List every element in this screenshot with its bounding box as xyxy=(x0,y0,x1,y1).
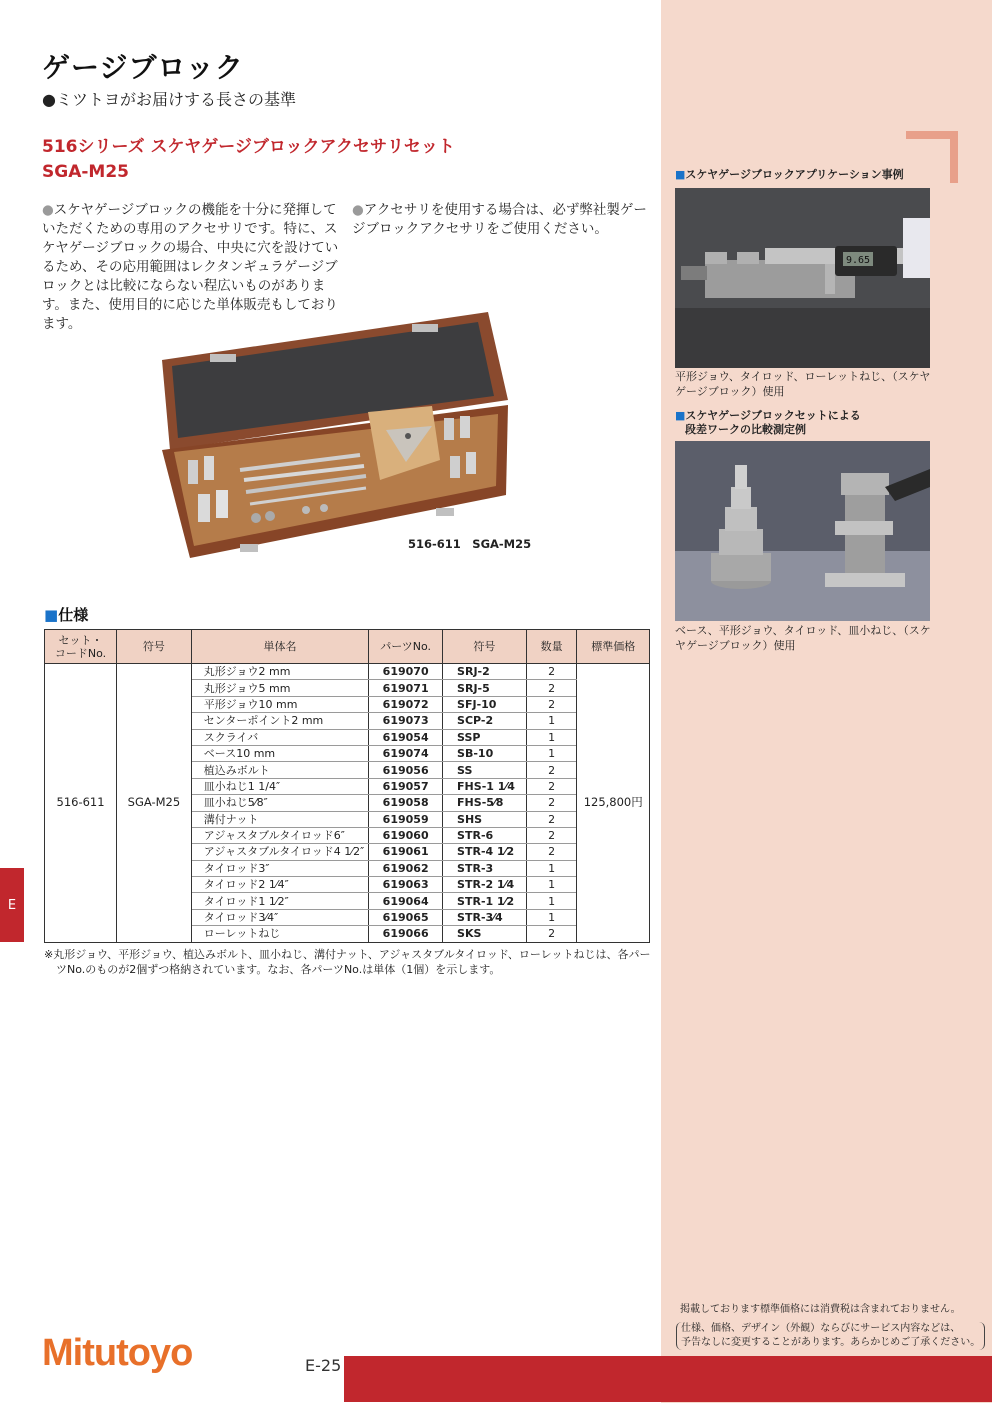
spec-header-row xyxy=(45,630,650,664)
cell-part-symbol: SSP xyxy=(443,729,527,745)
blue-square-marker: ■ xyxy=(675,168,686,181)
cell-qty: 2 xyxy=(526,762,577,778)
blue-square-marker: ■ xyxy=(44,606,59,624)
cell-qty: 2 xyxy=(526,795,577,811)
tax-note: 掲載しております標準価格には消費税は含まれておりません。 xyxy=(680,1304,961,1315)
cell-qty: 2 xyxy=(526,811,577,827)
cell-part-symbol: SB-10 xyxy=(443,745,527,761)
app1-photo xyxy=(675,188,930,368)
cell-item-name: ベース10 mm xyxy=(191,745,368,761)
cell-item-name: 溝付ナット xyxy=(191,811,368,827)
description-left-text: スケヤゲージブロックの機能を十分に発揮していただくための専用のアクセサリです。特に、スケヤゲージブロックの場合、中央に穴を設けているため、その応用範囲はレクタンギュラゲージブロックとは比較にならない程広いものがあります。また、使用目的に応じた単体販売もしております。 xyxy=(42,202,339,332)
spec-table xyxy=(44,629,650,943)
caliper-display-value: 9.65 xyxy=(845,255,871,266)
cell-item-name: アジャスタブルタイロッド4 1⁄2″ xyxy=(191,844,368,860)
app2-heading xyxy=(675,409,861,437)
cell-part-no: 619060 xyxy=(369,827,443,843)
header-set-symbol: 符号 xyxy=(117,630,192,664)
bullet-dot: ● xyxy=(42,202,54,218)
cell-part-symbol: SKS xyxy=(443,926,527,942)
cell-qty: 1 xyxy=(526,909,577,925)
change-note-line1: 仕様、価格、デザイン（外観）ならびにサービス内容などは、 xyxy=(681,1323,961,1334)
cell-part-symbol: STR-3 xyxy=(443,860,527,876)
header-set-code-line1: セット・ xyxy=(58,633,103,647)
bullet-dot: ● xyxy=(352,202,364,218)
cell-qty: 1 xyxy=(526,713,577,729)
cell-part-symbol: FHS-1 1⁄4 xyxy=(443,778,527,794)
page-subtitle: ●ミツトヨがお届けする長さの基準 xyxy=(42,90,296,109)
cell-part-no: 619065 xyxy=(369,909,443,925)
cell-part-no: 619058 xyxy=(369,795,443,811)
page-number: E-25 xyxy=(305,1356,342,1375)
cell-qty: 2 xyxy=(526,926,577,942)
blue-square-marker: ■ xyxy=(675,409,686,422)
mitutoyo-logo: Mitutoyo xyxy=(42,1332,193,1374)
change-note-line2: 予告なしに変更することがあります。あらかじめご了承ください。 xyxy=(681,1337,981,1348)
cell-part-no: 619061 xyxy=(369,844,443,860)
series-title: 516シリーズ スケヤゲージブロックアクセサリセット xyxy=(42,137,455,157)
cell-item-name: 丸形ジョウ2 mm xyxy=(191,664,368,680)
cell-set-code: 516-611 xyxy=(45,664,117,943)
cell-item-name: センターポイント2 mm xyxy=(191,713,368,729)
cell-item-name: 皿小ねじ5⁄8″ xyxy=(191,795,368,811)
description-right xyxy=(352,201,652,239)
cell-item-name: タイロッド1 1⁄2″ xyxy=(191,893,368,909)
spec-heading-text: 仕様 xyxy=(58,606,89,624)
app2-heading-line1: スケヤゲージブロックセットによる xyxy=(685,409,861,422)
header-part-no: パーツNo. xyxy=(369,630,443,664)
cell-item-name: 丸形ジョウ5 mm xyxy=(191,680,368,696)
cell-part-symbol: STR-2 1⁄4 xyxy=(443,877,527,893)
cell-part-no: 619066 xyxy=(369,926,443,942)
cell-part-no: 619062 xyxy=(369,860,443,876)
cell-qty: 1 xyxy=(526,860,577,876)
cell-part-no: 619071 xyxy=(369,680,443,696)
header-price: 標準価格 xyxy=(577,630,650,664)
cell-part-no: 619059 xyxy=(369,811,443,827)
footer-red-band xyxy=(344,1356,992,1402)
cell-item-name: 皿小ねじ1 1/4″ xyxy=(191,778,368,794)
cell-qty: 2 xyxy=(526,844,577,860)
cell-part-symbol: STR-6 xyxy=(443,827,527,843)
corner-bracket-mark xyxy=(906,131,958,183)
cell-part-no: 619070 xyxy=(369,664,443,680)
app1-heading xyxy=(675,168,904,182)
cell-qty: 1 xyxy=(526,745,577,761)
page-title: ゲージブロック xyxy=(42,51,244,84)
header-part-symbol: 符号 xyxy=(443,630,527,664)
cell-part-no: 619054 xyxy=(369,729,443,745)
cell-part-symbol: FHS-5⁄8 xyxy=(443,795,527,811)
cell-part-no: 619072 xyxy=(369,696,443,712)
app2-caption: ベース、平形ジョウ、タイロッド、皿小ねじ、（スケヤゲージブロック）使用 xyxy=(675,624,931,652)
section-side-tab: E xyxy=(0,868,24,942)
cell-item-name: スクライバ xyxy=(191,729,368,745)
app2-photo xyxy=(675,441,930,621)
cell-part-symbol: STR-3⁄4 xyxy=(443,909,527,925)
cell-item-name: アジャスタブルタイロッド6″ xyxy=(191,827,368,843)
cell-part-no: 619057 xyxy=(369,778,443,794)
cell-part-no: 619063 xyxy=(369,877,443,893)
spec-footnote: ※丸形ジョウ、平形ジョウ、植込みボルト、皿小ねじ、溝付ナット、アジャスタブルタイロッド、ローレットねじは、各パーツNo.のものが2個ずつ格納されています。なお、各パーツNo.は単体（1個）を示します。 xyxy=(44,948,651,976)
cell-qty: 2 xyxy=(526,778,577,794)
table-row xyxy=(45,664,650,680)
cell-part-symbol: SRJ-5 xyxy=(443,680,527,696)
product-photo-case xyxy=(160,310,510,560)
cell-price: 125,800円 xyxy=(577,664,650,943)
cell-part-symbol: STR-4 1⁄2 xyxy=(443,844,527,860)
cell-part-symbol: SS xyxy=(443,762,527,778)
cell-part-no: 619056 xyxy=(369,762,443,778)
model-code: SGA-M25 xyxy=(42,162,129,182)
header-qty: 数量 xyxy=(526,630,577,664)
spec-heading xyxy=(44,604,88,625)
cell-part-symbol: SCP-2 xyxy=(443,713,527,729)
app2-heading-line2: 段差ワークの比較測定例 xyxy=(685,423,806,436)
cell-qty: 1 xyxy=(526,893,577,909)
cell-set-symbol: SGA-M25 xyxy=(117,664,192,943)
cell-item-name: 平形ジョウ10 mm xyxy=(191,696,368,712)
header-set-code-line2: コードNo. xyxy=(54,646,107,660)
cell-qty: 2 xyxy=(526,664,577,680)
cell-qty: 1 xyxy=(526,877,577,893)
cell-item-name: タイロッド2 1⁄4″ xyxy=(191,877,368,893)
cell-part-symbol: SRJ-2 xyxy=(443,664,527,680)
cell-part-symbol: STR-1 1⁄2 xyxy=(443,893,527,909)
cell-qty: 2 xyxy=(526,827,577,843)
change-note xyxy=(676,1322,985,1350)
header-set-code xyxy=(45,630,117,664)
cell-item-name: ローレットねじ xyxy=(191,926,368,942)
cell-item-name: タイロッド3″ xyxy=(191,860,368,876)
cell-item-name: タイロッド3⁄4″ xyxy=(191,909,368,925)
cell-qty: 2 xyxy=(526,680,577,696)
cell-part-symbol: SHS xyxy=(443,811,527,827)
cell-part-no: 619073 xyxy=(369,713,443,729)
cell-part-symbol: SFJ-10 xyxy=(443,696,527,712)
product-photo-caption: 516-611 SGA-M25 xyxy=(408,537,532,551)
cell-item-name: 植込みボルト xyxy=(191,762,368,778)
app1-caption: 平形ジョウ、タイロッド、ローレットねじ、（スケヤゲージブロック）使用 xyxy=(675,370,931,398)
cell-part-no: 619074 xyxy=(369,745,443,761)
cell-qty: 2 xyxy=(526,696,577,712)
description-right-text: アクセサリを使用する場合は、必ず弊社製ゲージブロックアクセサリをご使用ください。 xyxy=(352,202,647,237)
cell-part-no: 619064 xyxy=(369,893,443,909)
app1-heading-text: スケヤゲージブロックアプリケーション事例 xyxy=(685,168,904,181)
cell-qty: 1 xyxy=(526,729,577,745)
header-item-name: 単体名 xyxy=(191,630,368,664)
